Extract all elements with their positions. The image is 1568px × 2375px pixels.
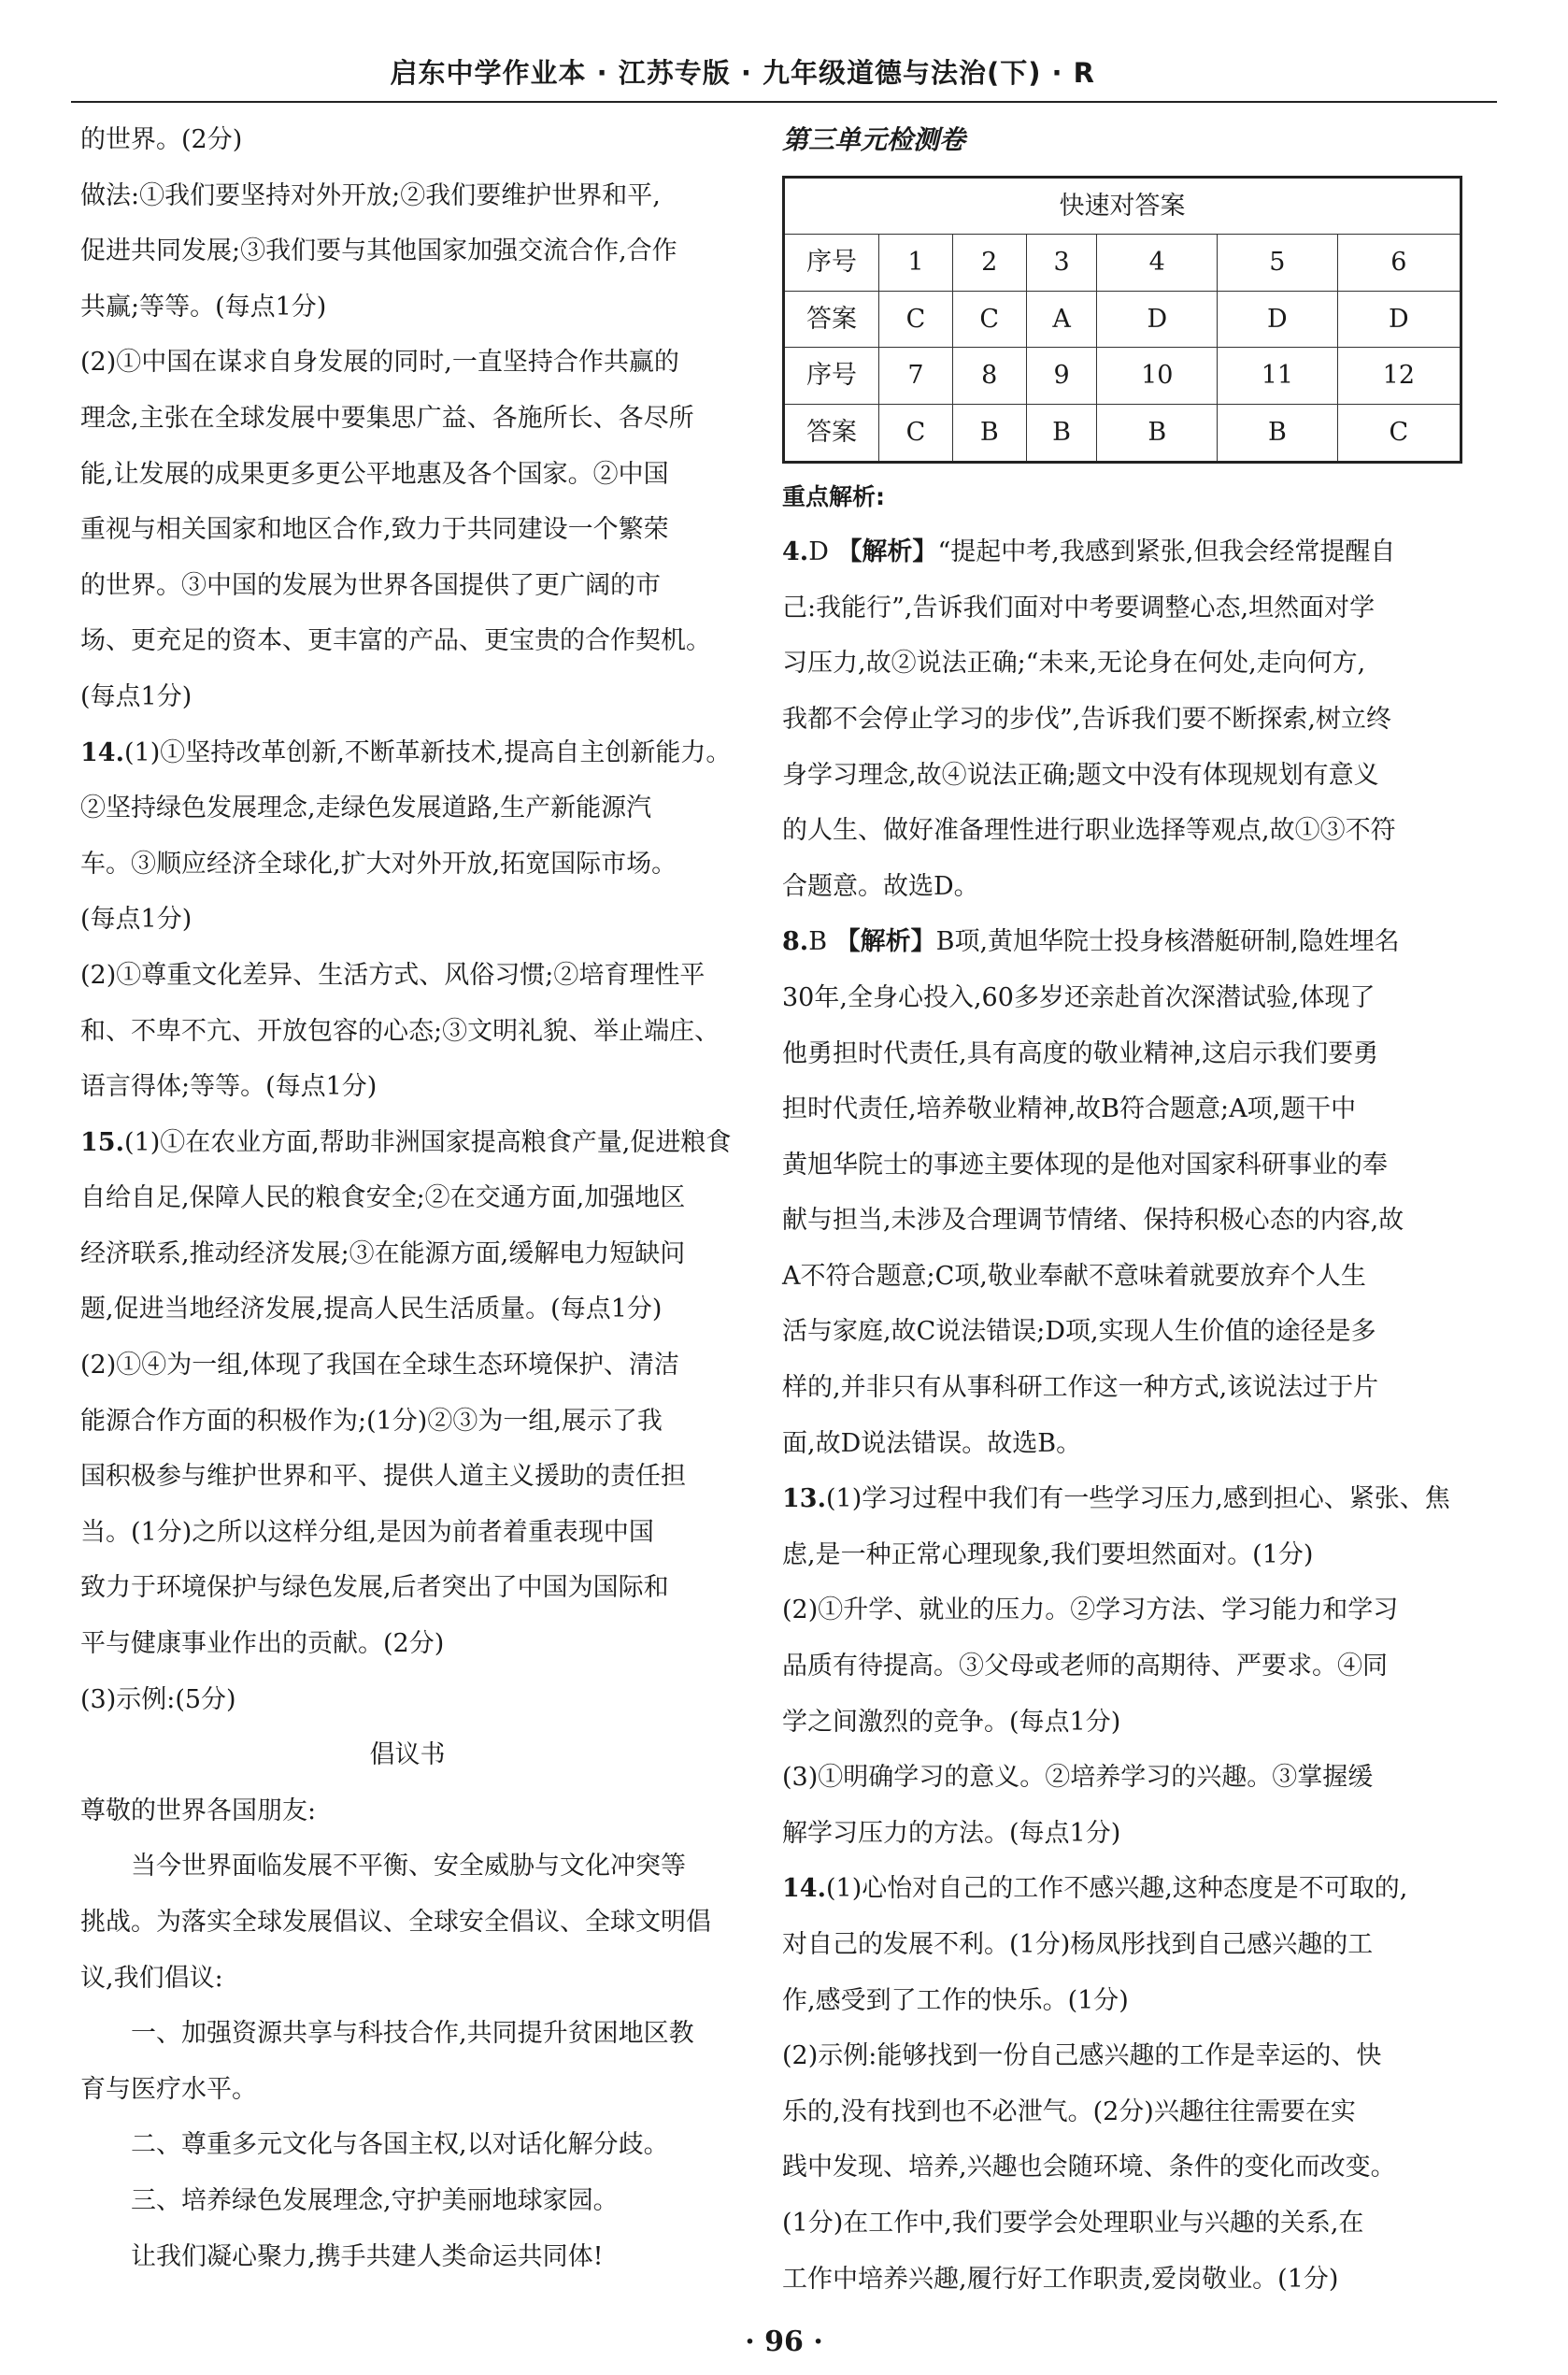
text-line — [80, 1115, 734, 1171]
text-line: 活与家庭,故C说法错误;D项,实现人生价值的途径是多 — [782, 1317, 1376, 1347]
text-line — [80, 725, 734, 781]
table-row — [784, 348, 1461, 405]
table-cell: C — [1337, 404, 1461, 462]
question-14 — [80, 725, 734, 1115]
text-line: 工作中培养兴趣,履行好工作职责,爱岗敬业。(1分) — [782, 2264, 1339, 2294]
text-line — [782, 1471, 1467, 1527]
analysis-q8 — [782, 914, 1467, 1471]
text-line — [782, 1861, 1467, 1917]
text-line: 作,感受到了工作的快乐。(1分) — [782, 1985, 1129, 2015]
table-cell: 1 — [879, 235, 953, 292]
answer-letter: D — [808, 537, 829, 567]
text-span: B项,黄旭华院士投身核潜艇研制,隐姓埋名 — [935, 927, 1400, 957]
table-cell: C — [952, 291, 1026, 348]
unit-title: 第三单元检测卷 — [782, 124, 966, 155]
text-line: 三、培养绿色发展理念,守护美丽地球家园。 — [131, 2185, 619, 2215]
text-line: 育与医疗水平。 — [80, 2074, 257, 2104]
row-label: 序号 — [784, 348, 879, 405]
table-cell: 4 — [1097, 235, 1218, 292]
table-cell: C — [879, 404, 953, 462]
text-line: 品质有待提高。③父母或老师的高期待、严要求。④同 — [782, 1652, 1388, 1681]
letter-title: 倡议书 — [369, 1740, 446, 1770]
table-row — [784, 404, 1461, 462]
analysis-tag: 【解析】 — [834, 927, 936, 957]
question-number: 13. — [782, 1484, 826, 1514]
text-line: 自给自足,保障人民的粮食安全;②在交通方面,加强地区 — [80, 1183, 686, 1213]
text-line — [782, 524, 1467, 580]
text-span: (1)学习过程中我们有一些学习压力,感到担心、紧张、焦 — [825, 1484, 1450, 1514]
text-line: 30年,全身心投入,60多岁还亲赴首次深潜试验,体现了 — [782, 982, 1376, 1012]
analysis-tag: 【解析】 — [836, 537, 938, 567]
text-line: (2)①尊重文化差异、生活方式、风俗习惯;②培育理性平 — [80, 960, 706, 990]
text-line: 经济联系,推动经济发展;③在能源方面,缓解电力短缺问 — [80, 1238, 686, 1268]
text-line: 让我们凝心聚力,携手共建人类命运共同体! — [131, 2241, 604, 2271]
table-cell: B — [1218, 404, 1338, 462]
analysis-q14 — [782, 1861, 1467, 2307]
text-span: “提起中考,我感到紧张,但我会经常提醒自 — [937, 537, 1396, 567]
text-line: ②坚持绿色发展理念,走绿色发展道路,生产新能源汽 — [80, 794, 652, 823]
text-line — [782, 914, 1467, 970]
header-title: 启东中学作业本 · 江苏专版 · 九年级道德与法治(下) · R — [390, 57, 1095, 89]
q13-continued — [80, 112, 734, 725]
right-column — [782, 112, 1467, 2294]
table-cell: 11 — [1218, 348, 1338, 405]
proposal-letter — [80, 1727, 734, 2284]
text-line: 的世界。③中国的发展为世界各国提供了更广阔的市 — [80, 570, 661, 600]
text-line: 做法:①我们要坚持对外开放;②我们要维护世界和平, — [80, 180, 661, 210]
question-number: 14. — [80, 737, 124, 767]
text-line: 合题意。故选D。 — [782, 871, 979, 901]
analysis-q13 — [782, 1471, 1467, 1861]
answer-letter: B — [808, 927, 828, 957]
page-number: · 96 · — [745, 2325, 823, 2358]
text-line: 车。③顺应经济全球化,扩大对外开放,拓宽国际市场。 — [80, 849, 677, 879]
text-line: 议,我们倡议: — [80, 1963, 223, 1993]
text-line: 国积极参与维护世界和平、提供人道主义援助的责任担 — [80, 1462, 686, 1492]
row-label: 答案 — [784, 291, 879, 348]
text-line: 平与健康事业作出的贡献。(2分) — [80, 1629, 445, 1659]
text-line: 我都不会停止学习的步伐”,告诉我们要不断探索,树立终 — [782, 704, 1391, 734]
text-line: 的世界。(2分) — [80, 125, 243, 154]
table-cell: 8 — [952, 348, 1026, 405]
text-line: (2)①中国在谋求自身发展的同时,一直坚持合作共赢的 — [80, 348, 679, 378]
table-cell: 12 — [1337, 348, 1461, 405]
text-line: 当。(1分)之所以这样分组,是因为前者着重表现中国 — [80, 1517, 654, 1547]
text-line: 黄旭华院士的事迹主要体现的是他对国家科研事业的奉 — [782, 1150, 1388, 1180]
text-line: 一、加强资源共享与科技合作,共同提升贫困地区教 — [131, 2019, 694, 2049]
text-line: 学之间激烈的竞争。(每点1分) — [782, 1707, 1121, 1737]
table-cell: B — [1026, 404, 1097, 462]
table-cell: 3 — [1026, 235, 1097, 292]
text-line: (1分)在工作中,我们要学会处理职业与兴趣的关系,在 — [782, 2208, 1364, 2238]
text-line: 解学习压力的方法。(每点1分) — [782, 1818, 1121, 1848]
text-line: 二、尊重多元文化与各国主权,以对话化解分歧。 — [131, 2130, 669, 2160]
text-line: (3)①明确学习的意义。②培养学习的兴趣。③掌握缓 — [782, 1763, 1374, 1793]
text-line: 身学习理念,故④说法正确;题文中没有体现规划有意义 — [782, 760, 1379, 790]
text-line: 和、不卑不亢、开放包容的心态;③文明礼貌、举止端庄、 — [80, 1016, 720, 1046]
text-line: 践中发现、培养,兴趣也会随环境、条件的变化而改变。 — [782, 2153, 1396, 2182]
table-cell: C — [879, 291, 953, 348]
table-cell: 6 — [1337, 235, 1461, 292]
text-line: 致力于环境保护与绿色发展,后者突出了中国为国际和 — [80, 1573, 669, 1603]
table-cell: B — [1097, 404, 1218, 462]
text-line: 挑战。为落实全球发展倡议、全球安全倡议、全球文明倡 — [80, 1908, 711, 1937]
text-line: 己:我能行”,告诉我们面对中考要调整心态,坦然面对学 — [782, 593, 1376, 622]
text-line: 样的,并非只有从事科研工作这一种方式,该说法过于片 — [782, 1373, 1379, 1403]
text-line: 对自己的发展不利。(1分)杨凤彤找到自己感兴趣的工 — [782, 1930, 1374, 1959]
text-line: 共赢;等等。(每点1分) — [80, 292, 327, 322]
question-number: 15. — [80, 1127, 124, 1157]
text-line: (2)①④为一组,体现了我国在全球生态环境保护、清洁 — [80, 1351, 679, 1381]
table-cell: 10 — [1097, 348, 1218, 405]
text-line: 虑,是一种正常心理现象,我们要坦然面对。(1分) — [782, 1539, 1314, 1569]
row-label: 答案 — [784, 404, 879, 462]
text-line: 语言得体;等等。(每点1分) — [80, 1072, 378, 1102]
question-number: 8. — [782, 927, 809, 957]
question-number: 14. — [782, 1874, 826, 1904]
analysis-q4 — [782, 524, 1467, 914]
text-line: 题,促进当地经济发展,提高人民生活质量。(每点1分) — [80, 1295, 663, 1324]
text-span: (1)①坚持改革创新,不断革新技术,提高自主创新能力。 — [123, 737, 732, 767]
table-cell: D — [1337, 291, 1461, 348]
table-cell: B — [952, 404, 1026, 462]
text-line: (3)示例:(5分) — [80, 1684, 236, 1714]
row-label: 序号 — [784, 235, 879, 292]
text-line: (每点1分) — [80, 681, 192, 711]
text-line: 献与担当,未涉及合理调节情绪、保持积极心态的内容,故 — [782, 1206, 1404, 1236]
table-cell: 5 — [1218, 235, 1338, 292]
text-line: (2)①升学、就业的压力。②学习方法、学习能力和学习 — [782, 1595, 1399, 1625]
text-line: 能,让发展的成果更多更公平地惠及各个国家。②中国 — [80, 459, 669, 489]
text-span: (1)①在农业方面,帮助非洲国家提高粮食产量,促进粮食 — [123, 1127, 732, 1157]
table-cell: 2 — [952, 235, 1026, 292]
table-cell: D — [1218, 291, 1338, 348]
text-line: 习压力,故②说法正确;“未来,无论身在何处,走向何方, — [782, 649, 1366, 679]
text-line: 他勇担时代责任,具有高度的敬业精神,这启示我们要勇 — [782, 1038, 1379, 1068]
table-cell: A — [1026, 291, 1097, 348]
letter-salutation: 尊敬的世界各国朋友: — [80, 1796, 317, 1825]
question-number: 4. — [782, 537, 809, 567]
text-line: 理念,主张在全球发展中要集思广益、各施所长、各尽所 — [80, 403, 694, 433]
text-line: 的人生、做好准备理性进行职业选择等观点,故①③不符 — [782, 816, 1396, 846]
left-column — [80, 112, 734, 2291]
text-span: (1)心怡对自己的工作不感兴趣,这种态度是不可取的, — [825, 1874, 1408, 1904]
answer-table — [782, 176, 1462, 464]
table-row — [784, 235, 1461, 292]
text-line: (2)示例:能够找到一份自己感兴趣的工作是幸运的、快 — [782, 2041, 1382, 2071]
text-line: 场、更充足的资本、更丰富的产品、更宝贵的合作契机。 — [80, 626, 711, 656]
question-15 — [80, 1115, 734, 1728]
table-caption: 快速对答案 — [784, 177, 1461, 235]
table-cell: 7 — [879, 348, 953, 405]
text-line: 担时代责任,培养敬业精神,故B符合题意;A项,题干中 — [782, 1095, 1357, 1124]
text-line: 当今世界面临发展不平衡、安全威胁与文化冲突等 — [131, 1852, 686, 1881]
text-line: 能源合作方面的积极作为;(1分)②③为一组,展示了我 — [80, 1406, 663, 1436]
text-line: A不符合题意;C项,敬业奉献不意味着就要放弃个人生 — [782, 1261, 1366, 1291]
table-row — [784, 291, 1461, 348]
running-header — [71, 45, 1497, 103]
text-line: 重视与相关国家和地区合作,致力于共同建设一个繁荣 — [80, 515, 669, 545]
table-cell: D — [1097, 291, 1218, 348]
text-line: 乐的,没有找到也不必泄气。(2分)兴趣往往需要在实 — [782, 2096, 1356, 2126]
text-line: 促进共同发展;③我们要与其他国家加强交流合作,合作 — [80, 236, 677, 266]
key-analysis-label: 重点解析: — [782, 482, 885, 510]
text-line: (每点1分) — [80, 905, 192, 935]
text-line: 面,故D说法错误。故选B。 — [782, 1428, 1082, 1458]
table-cell: 9 — [1026, 348, 1097, 405]
